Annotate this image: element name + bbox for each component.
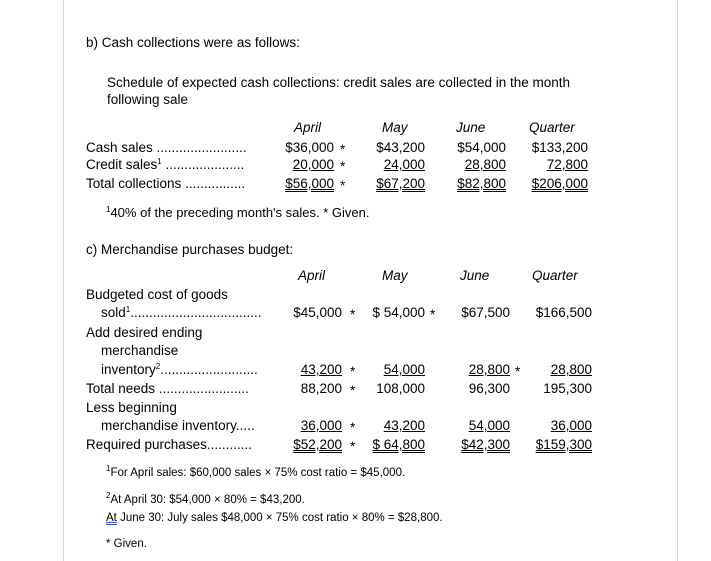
- cell-inventory-june: 28,800: [468, 362, 510, 377]
- given-mark: *: [350, 439, 356, 454]
- cell-inventory-may: 54,000: [383, 362, 425, 377]
- cell-credit-june: 28,800: [464, 157, 506, 172]
- col-header-quarter: Quarter: [529, 120, 575, 135]
- given-note: * Given.: [106, 538, 147, 550]
- given-mark: *: [340, 159, 346, 174]
- section-b-footnote: $^1$40% of the preceding month's sales. * Given.: [106, 205, 370, 220]
- row-label-beginning-inventory: merchandise inventory.....: [101, 418, 255, 433]
- cell-cogs-june: $67,500: [461, 305, 510, 320]
- given-mark: *: [350, 383, 356, 398]
- row-label-required-purchases: Required purchases............: [86, 437, 252, 452]
- row-label-inventory: inventory$^2$..........................: [101, 362, 258, 377]
- cell-cash-june: $54,000: [457, 140, 506, 155]
- cell-beginning-june: 54,000: [468, 418, 510, 433]
- cell-cogs-may: $ 54,000: [372, 305, 425, 320]
- cell-cash-may: $43,200: [376, 140, 425, 155]
- col-header-april: April: [294, 120, 322, 135]
- given-mark: *: [350, 307, 356, 322]
- section-b-heading: b) Cash collections were as follows:: [86, 35, 300, 50]
- row-label-add-desired: Add desired ending: [86, 325, 203, 340]
- cell-required-april: $52,200: [293, 437, 342, 452]
- row-label-cash-sales: Cash sales ........................: [86, 140, 247, 155]
- cell-required-quarter: $159,300: [535, 437, 592, 452]
- cell-needs-quarter: 195,300: [543, 381, 592, 396]
- cell-beginning-quarter: 36,000: [550, 418, 592, 433]
- col-header-may: May: [382, 120, 408, 135]
- footnote-1: $^1$For April sales: $60,000 sales × 75% cost ratio = $45,000.: [106, 464, 406, 479]
- col-header-quarter: Quarter: [532, 268, 578, 283]
- given-mark: *: [350, 364, 356, 379]
- row-label-budgeted-cogs: Budgeted cost of goods: [86, 287, 228, 302]
- cell-inventory-april: 43,200: [300, 362, 342, 377]
- cell-credit-quarter: 72,800: [546, 157, 588, 172]
- row-label-merchandise: merchandise: [101, 343, 179, 358]
- row-label-total-collections: Total collections ................: [86, 176, 246, 191]
- given-mark: *: [340, 178, 346, 193]
- row-label-less-beginning: Less beginning: [86, 400, 177, 415]
- cell-total-quarter: $206,000: [531, 176, 588, 191]
- schedule-title-line2: following sale: [107, 92, 189, 107]
- cell-needs-april: 88,200: [300, 381, 342, 396]
- cell-required-june: $42,300: [461, 437, 510, 452]
- cell-needs-june: 96,300: [468, 381, 510, 396]
- cell-credit-may: 24,000: [383, 157, 425, 172]
- col-header-june: June: [456, 120, 486, 135]
- cell-inventory-quarter: 28,800: [550, 362, 592, 377]
- schedule-title-line1: Schedule of expected cash collections: credit sales are collected in the month: [107, 75, 571, 90]
- given-mark: *: [340, 142, 346, 157]
- row-label-sold: sold$^1$...................................: [101, 305, 262, 320]
- row-label-total-needs: Total needs ........................: [86, 381, 249, 396]
- row-label-credit-sales: Credit sales$^1$ .....................: [86, 157, 245, 172]
- col-header-may: May: [382, 268, 408, 283]
- cell-beginning-april: 36,000: [300, 418, 342, 433]
- col-header-april: April: [298, 268, 326, 283]
- footnote-2: $^2$At April 30: $54,000 × 80% = $43,200.: [106, 491, 305, 506]
- cell-total-april: $56,000: [285, 176, 334, 191]
- cell-needs-may: 108,000: [376, 381, 425, 396]
- cell-cash-quarter: $133,200: [531, 140, 588, 155]
- cell-cogs-quarter: $166,500: [535, 305, 592, 320]
- col-header-june: June: [460, 268, 490, 283]
- given-mark: *: [350, 420, 356, 435]
- cell-total-june: $82,800: [457, 176, 506, 191]
- given-mark: *: [430, 307, 436, 322]
- given-mark: *: [515, 364, 521, 379]
- cell-cash-april: $36,000: [285, 140, 334, 155]
- cell-beginning-may: 43,200: [383, 418, 425, 433]
- section-c-heading: c) Merchandise purchases budget:: [86, 242, 294, 257]
- cell-total-may: $67,200: [376, 176, 425, 191]
- cell-credit-april: 20,000: [292, 157, 334, 172]
- footnote-3: At June 30: July sales $48,000 × 75% cost ratio × 80% = $28,800.: [106, 512, 443, 524]
- cell-required-may: $ 64,800: [372, 437, 425, 452]
- cell-cogs-april: $45,000: [293, 305, 342, 320]
